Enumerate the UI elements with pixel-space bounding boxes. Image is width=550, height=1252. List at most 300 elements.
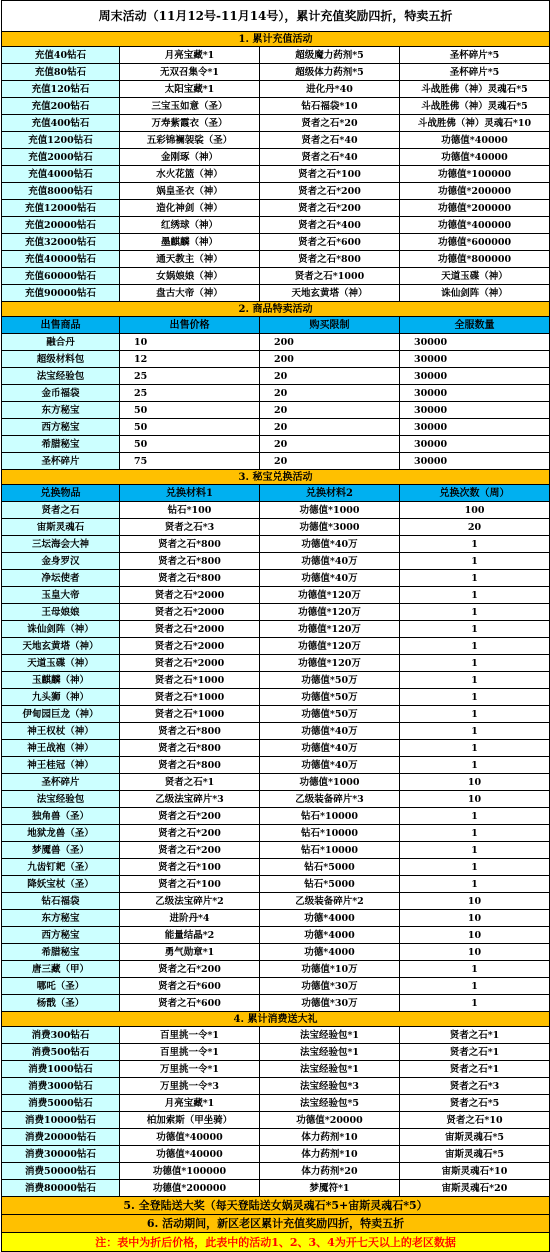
table-row [2, 1112, 550, 1129]
table-cell: 功德值*40万 [260, 536, 400, 553]
table-cell: 圣杯碎片*5 [400, 64, 550, 81]
table-cell: 宙斯灵魂石*10 [400, 1163, 550, 1180]
table-cell: 贤者之石 [2, 502, 120, 519]
table-cell: 贤者之石*400 [260, 217, 400, 234]
table-cell: 红绣球（神） [120, 217, 260, 234]
section-header-recharge [2, 32, 550, 47]
sale-table [2, 334, 550, 470]
table-cell: 200 [260, 351, 400, 368]
table-row [2, 351, 550, 368]
table-cell: 消费80000钻石 [2, 1180, 120, 1197]
table-cell: 功德值*120万 [260, 604, 400, 621]
table-cell: 贤者之石*100 [120, 876, 260, 893]
table-cell: 西方秘宝 [2, 419, 120, 436]
column-header: 出售商品 [2, 317, 120, 334]
table-cell: 30000 [400, 453, 550, 470]
table-cell: 女娲娘娘（神） [120, 268, 260, 285]
table-row [2, 234, 550, 251]
table-cell: 1 [400, 978, 550, 995]
table-row [2, 1095, 550, 1112]
table-cell: 贤者之石*200 [120, 961, 260, 978]
table-cell: 消费10000钻石 [2, 1112, 120, 1129]
table-row [2, 723, 550, 740]
table-cell: 充值2000钻石 [2, 149, 120, 166]
table-cell: 1 [400, 587, 550, 604]
table-cell: 贤者之石*200 [120, 808, 260, 825]
table-cell: 20 [260, 436, 400, 453]
table-cell: 降妖宝杖（圣） [2, 876, 120, 893]
sale-header-row [2, 317, 550, 334]
table-cell: 功德值*10万 [260, 961, 400, 978]
table-cell: 圣杯碎片 [2, 774, 120, 791]
table-cell: 贤者之石*40 [260, 132, 400, 149]
table-cell: 充值40钻石 [2, 47, 120, 64]
table-cell: 功德值*100000 [120, 1163, 260, 1180]
table-row [2, 774, 550, 791]
table-row [2, 183, 550, 200]
table-row [2, 166, 550, 183]
table-cell: 法宝经验包 [2, 368, 120, 385]
table-cell: 梦魇符*1 [260, 1180, 400, 1197]
table-cell: 斗战胜佛（神）灵魂石*5 [400, 81, 550, 98]
table-cell: 西方秘宝 [2, 927, 120, 944]
table-cell: 贤者之石*1 [400, 1044, 550, 1061]
table-cell: 1 [400, 638, 550, 655]
table-row [2, 268, 550, 285]
table-cell: 贤者之石*800 [120, 723, 260, 740]
table-cell: 斗战胜佛（神）灵魂石*5 [400, 98, 550, 115]
table-cell: 九齿钉耙（圣） [2, 859, 120, 876]
table-cell: 贤者之石*800 [120, 553, 260, 570]
table-row [2, 604, 550, 621]
table-row [2, 453, 550, 470]
table-cell: 柏加索斯（甲坐骑） [120, 1112, 260, 1129]
table-cell: 超级材料包 [2, 351, 120, 368]
table-cell: 30000 [400, 368, 550, 385]
table-cell: 贤者之石*2000 [120, 655, 260, 672]
activity-table [1, 0, 550, 1252]
table-cell: 1 [400, 689, 550, 706]
table-cell: 贤者之石*20 [260, 115, 400, 132]
table-cell: 伊甸园巨龙（神） [2, 706, 120, 723]
table-cell: 30000 [400, 385, 550, 402]
table-cell: 法宝经验包*1 [260, 1044, 400, 1061]
column-header: 全服数量 [400, 317, 550, 334]
table-cell: 功德值*40万 [260, 757, 400, 774]
table-cell: 功德值*40万 [260, 553, 400, 570]
table-row [2, 995, 550, 1012]
table-row [2, 1180, 550, 1197]
table-cell: 东方秘宝 [2, 402, 120, 419]
table-cell: 贤者之石*100 [260, 166, 400, 183]
exchange-header-row [2, 485, 550, 502]
table-row [2, 791, 550, 808]
table-row [2, 1027, 550, 1044]
table-cell: 诛仙剑阵（神） [400, 285, 550, 302]
table-cell: 10 [400, 944, 550, 961]
table-cell: 贤者之石*2000 [120, 604, 260, 621]
table-cell: 50 [120, 419, 260, 436]
table-cell: 月亮宝藏*1 [120, 47, 260, 64]
table-cell: 1 [400, 621, 550, 638]
table-cell: 贤者之石*600 [120, 978, 260, 995]
section-header-login [2, 1197, 550, 1215]
table-cell: 贤者之石*200 [260, 183, 400, 200]
table-cell: 九头狮（神） [2, 689, 120, 706]
table-cell: 地狱龙兽（圣） [2, 825, 120, 842]
table-cell: 消费500钻石 [2, 1044, 120, 1061]
table-cell: 30000 [400, 436, 550, 453]
table-cell: 贤者之石*600 [260, 234, 400, 251]
table-row [2, 285, 550, 302]
table-cell: 贤者之石*1000 [120, 706, 260, 723]
table-cell: 功德值*30万 [260, 978, 400, 995]
table-cell: 太阳宝藏*1 [120, 81, 260, 98]
table-cell: 消费5000钻石 [2, 1095, 120, 1112]
table-cell: 贤者之石*100 [120, 859, 260, 876]
table-cell: 功德值*40万 [260, 740, 400, 757]
table-cell: 20 [260, 453, 400, 470]
table-cell: 玉皇大帝 [2, 587, 120, 604]
table-cell: 圣杯碎片*5 [400, 47, 550, 64]
table-cell: 贤者之石*2000 [120, 638, 260, 655]
table-cell: 功德值*1000 [260, 774, 400, 791]
table-cell: 功德值*40万 [260, 570, 400, 587]
table-row [2, 385, 550, 402]
table-cell: 希腊秘宝 [2, 436, 120, 453]
table-row [2, 149, 550, 166]
table-cell: 墨麒麟（神） [120, 234, 260, 251]
table-cell: 融合丹 [2, 334, 120, 351]
table-row [2, 1129, 550, 1146]
table-cell: 功德值*50万 [260, 672, 400, 689]
table-cell: 乙级法宝碎片*2 [120, 893, 260, 910]
table-cell: 充值12000钻石 [2, 200, 120, 217]
table-cell: 宙斯灵魂石*5 [400, 1129, 550, 1146]
table-cell: 充值40000钻石 [2, 251, 120, 268]
table-cell: 百里挑一令*1 [120, 1044, 260, 1061]
table-cell: 功德值*200000 [400, 183, 550, 200]
table-row [2, 334, 550, 351]
table-cell: 功德值*200000 [400, 200, 550, 217]
table-row [2, 706, 550, 723]
section-title: 3. 秘宝兑换活动 [2, 470, 550, 485]
consume-table [2, 1027, 550, 1197]
table-cell: 贤者之石*40 [260, 149, 400, 166]
table-cell: 功德值*120万 [260, 621, 400, 638]
table-cell: 75 [120, 453, 260, 470]
table-cell: 50 [120, 402, 260, 419]
table-cell: 贤者之石*1000 [260, 268, 400, 285]
table-cell: 充值90000钻石 [2, 285, 120, 302]
table-cell: 消费30000钻石 [2, 1146, 120, 1163]
table-cell: 20 [260, 385, 400, 402]
table-cell: 30000 [400, 351, 550, 368]
table-cell: 充值8000钻石 [2, 183, 120, 200]
table-row [2, 927, 550, 944]
table-cell: 功德值*100000 [400, 166, 550, 183]
table-row [2, 81, 550, 98]
table-cell: 充值1200钻石 [2, 132, 120, 149]
table-cell: 100 [400, 502, 550, 519]
table-cell: 1 [400, 706, 550, 723]
recharge-table [2, 47, 550, 302]
table-cell: 斗战胜佛（神）灵魂石*10 [400, 115, 550, 132]
table-cell: 功德值*400000 [400, 217, 550, 234]
table-cell: 贤者之石*1 [120, 774, 260, 791]
table-cell: 希腊秘宝 [2, 944, 120, 961]
table-cell: 乙级法宝碎片*3 [120, 791, 260, 808]
section-title: 6. 活动期间，新区老区累计充值奖励四折，特卖五折 [2, 1215, 550, 1233]
table-cell: 贤者之石*3 [120, 519, 260, 536]
table-row [2, 536, 550, 553]
table-cell: 贤者之石*200 [260, 200, 400, 217]
table-row [2, 436, 550, 453]
table-cell: 1 [400, 536, 550, 553]
table-cell: 钻石*10000 [260, 825, 400, 842]
table-cell: 体力药剂*20 [260, 1163, 400, 1180]
table-row [2, 757, 550, 774]
table-cell: 1 [400, 672, 550, 689]
table-row [2, 893, 550, 910]
table-cell: 钻石*5000 [260, 876, 400, 893]
table-cell: 盘古大帝（神） [120, 285, 260, 302]
table-cell: 贤者之石*10 [400, 1112, 550, 1129]
table-cell: 王母娘娘 [2, 604, 120, 621]
table-cell: 宙斯灵魂石*5 [400, 1146, 550, 1163]
table-row [2, 876, 550, 893]
table-cell: 水火花篮（神） [120, 166, 260, 183]
table-cell: 金币福袋 [2, 385, 120, 402]
table-cell: 功德值*40000 [120, 1129, 260, 1146]
table-cell: 消费3000钻石 [2, 1078, 120, 1095]
column-header: 兑换次数（周） [400, 485, 550, 502]
table-cell: 贤者之石*1 [400, 1061, 550, 1078]
table-cell: 功德值*40000 [400, 132, 550, 149]
table-cell: 贤者之石*800 [260, 251, 400, 268]
table-cell: 哪吒（圣） [2, 978, 120, 995]
table-cell: 功德值*30万 [260, 995, 400, 1012]
table-cell: 功德值*40000 [120, 1146, 260, 1163]
table-cell: 20 [260, 419, 400, 436]
table-cell: 乙级装备碎片*3 [260, 791, 400, 808]
table-cell: 功德值*3000 [260, 519, 400, 536]
table-cell: 造化神剑（神） [120, 200, 260, 217]
table-cell: 1 [400, 825, 550, 842]
table-row [2, 944, 550, 961]
table-cell: 神王桂冠（神） [2, 757, 120, 774]
column-header: 兑换材料2 [260, 485, 400, 502]
table-row [2, 251, 550, 268]
table-cell: 12 [120, 351, 260, 368]
section-header-exchange [2, 470, 550, 485]
table-row [2, 740, 550, 757]
table-cell: 百里挑一令*1 [120, 1027, 260, 1044]
table-cell: 1 [400, 961, 550, 978]
table-cell: 宙斯灵魂石 [2, 519, 120, 536]
table-cell: 贤者之石*3 [400, 1078, 550, 1095]
column-header: 兑换材料1 [120, 485, 260, 502]
table-cell: 30000 [400, 402, 550, 419]
table-cell: 贤者之石*1000 [120, 689, 260, 706]
table-cell: 20 [260, 402, 400, 419]
table-cell: 法宝经验包*3 [260, 1078, 400, 1095]
table-row [2, 115, 550, 132]
table-cell: 贤者之石*800 [120, 740, 260, 757]
table-cell: 功德值*50万 [260, 689, 400, 706]
table-row [2, 672, 550, 689]
table-cell: 贤者之石*600 [120, 995, 260, 1012]
table-row [2, 1163, 550, 1180]
table-row [2, 1146, 550, 1163]
table-cell: 通天教主（神） [120, 251, 260, 268]
table-row [2, 519, 550, 536]
table-row [2, 961, 550, 978]
table-cell: 充值20000钻石 [2, 217, 120, 234]
table-row [2, 638, 550, 655]
table-cell: 万里挑一令*1 [120, 1061, 260, 1078]
table-cell: 天地玄黄塔（神） [260, 285, 400, 302]
section-header-discount [2, 1215, 550, 1233]
table-row [2, 98, 550, 115]
table-cell: 神王权杖（神） [2, 723, 120, 740]
table-cell: 神王战袍（神） [2, 740, 120, 757]
table-row [2, 1044, 550, 1061]
table-cell: 贤者之石*2000 [120, 587, 260, 604]
table-cell: 诛仙剑阵（神） [2, 621, 120, 638]
table-row [2, 978, 550, 995]
section-title: 5. 全登陆送大奖（每天登陆送女娲灵魂石*5+宙斯灵魂石*5） [2, 1197, 550, 1215]
table-cell: 充值60000钻石 [2, 268, 120, 285]
table-cell: 充值32000钻石 [2, 234, 120, 251]
table-cell: 杨戬（圣） [2, 995, 120, 1012]
table-row [2, 402, 550, 419]
table-cell: 体力药剂*10 [260, 1146, 400, 1163]
table-cell: 贤者之石*200 [120, 842, 260, 859]
table-cell: 1 [400, 740, 550, 757]
table-cell: 无双召集令*1 [120, 64, 260, 81]
table-row [2, 570, 550, 587]
table-cell: 天地玄黄塔（神） [2, 638, 120, 655]
section-header-sale [2, 302, 550, 317]
table-cell: 进化丹*40 [260, 81, 400, 98]
table-cell: 10 [400, 927, 550, 944]
table-cell: 功德值*20000 [260, 1112, 400, 1129]
table-cell: 25 [120, 368, 260, 385]
table-cell: 功德值*600000 [400, 234, 550, 251]
table-cell: 贤者之石*2000 [120, 621, 260, 638]
table-cell: 10 [400, 910, 550, 927]
table-cell: 法宝经验包*1 [260, 1027, 400, 1044]
table-cell: 钻石*10000 [260, 842, 400, 859]
table-row [2, 1078, 550, 1095]
column-header: 购买限制 [260, 317, 400, 334]
table-cell: 金刚琢（神） [120, 149, 260, 166]
table-cell: 五彩锦襕袈裟（圣） [120, 132, 260, 149]
table-cell: 天道玉碟（神） [400, 268, 550, 285]
column-header: 兑换物品 [2, 485, 120, 502]
table-cell: 万寿紫霞衣（圣） [120, 115, 260, 132]
table-cell: 梦魇兽（圣） [2, 842, 120, 859]
table-row [2, 621, 550, 638]
table-cell: 功德值*800000 [400, 251, 550, 268]
exchange-table [2, 502, 550, 1012]
table-cell: 超级魔力药剂*5 [260, 47, 400, 64]
section-title: 4. 累计消费送大礼 [2, 1012, 550, 1027]
note-row [2, 1233, 550, 1252]
table-cell: 10 [120, 334, 260, 351]
table-cell: 体力药剂*10 [260, 1129, 400, 1146]
table-cell: 消费20000钻石 [2, 1129, 120, 1146]
table-row [2, 47, 550, 64]
table-cell: 独角兽（圣） [2, 808, 120, 825]
table-cell: 玉麒麟（神） [2, 672, 120, 689]
table-cell: 天道玉碟（神） [2, 655, 120, 672]
table-cell: 1 [400, 808, 550, 825]
section-title: 1. 累计充值活动 [2, 32, 550, 47]
table-cell: 贤者之石*1 [400, 1027, 550, 1044]
table-cell: 宙斯灵魂石*20 [400, 1180, 550, 1197]
table-cell: 钻石*100 [120, 502, 260, 519]
footnote: 注：表中为折后价格，此表中的活动1、2、3、4为开七天以上的老区数据 [2, 1233, 550, 1252]
table-cell: 消费50000钻石 [2, 1163, 120, 1180]
table-cell: 充值200钻石 [2, 98, 120, 115]
table-cell: 法宝经验包 [2, 791, 120, 808]
table-row [2, 655, 550, 672]
table-cell: 20 [260, 368, 400, 385]
table-row [2, 368, 550, 385]
table-row [2, 419, 550, 436]
table-cell: 净坛使者 [2, 570, 120, 587]
table-cell: 进阶丹*4 [120, 910, 260, 927]
table-cell: 充值80钻石 [2, 64, 120, 81]
table-cell: 钻石*10000 [260, 808, 400, 825]
table-cell: 三宝玉如意（圣） [120, 98, 260, 115]
table-cell: 充值4000钻石 [2, 166, 120, 183]
table-cell: 法宝经验包*1 [260, 1061, 400, 1078]
table-cell: 功德值*1000 [260, 502, 400, 519]
table-row [2, 587, 550, 604]
table-cell: 10 [400, 893, 550, 910]
table-row [2, 132, 550, 149]
section-header-consume [2, 1012, 550, 1027]
table-row [2, 553, 550, 570]
table-row [2, 808, 550, 825]
table-cell: 10 [400, 774, 550, 791]
table-cell: 贤者之石*800 [120, 757, 260, 774]
table-cell: 30000 [400, 419, 550, 436]
table-cell: 消费300钻石 [2, 1027, 120, 1044]
table-cell: 勇气勋章*1 [120, 944, 260, 961]
table-cell: 钻石福袋 [2, 893, 120, 910]
table-row [2, 502, 550, 519]
table-cell: 充值400钻石 [2, 115, 120, 132]
table-cell: 功德值*120万 [260, 655, 400, 672]
table-cell: 充值120钻石 [2, 81, 120, 98]
table-cell: 功德值*40000 [400, 149, 550, 166]
table-row [2, 910, 550, 927]
table-cell: 1 [400, 604, 550, 621]
table-cell: 贤者之石*1000 [120, 672, 260, 689]
table-cell: 1 [400, 995, 550, 1012]
section-title: 2. 商品特卖活动 [2, 302, 550, 317]
table-cell: 1 [400, 876, 550, 893]
table-cell: 唐三藏（甲） [2, 961, 120, 978]
table-cell: 贤者之石*800 [120, 536, 260, 553]
table-cell: 功德*4000 [260, 927, 400, 944]
table-cell: 功德*4000 [260, 910, 400, 927]
table-cell: 万里挑一令*3 [120, 1078, 260, 1095]
